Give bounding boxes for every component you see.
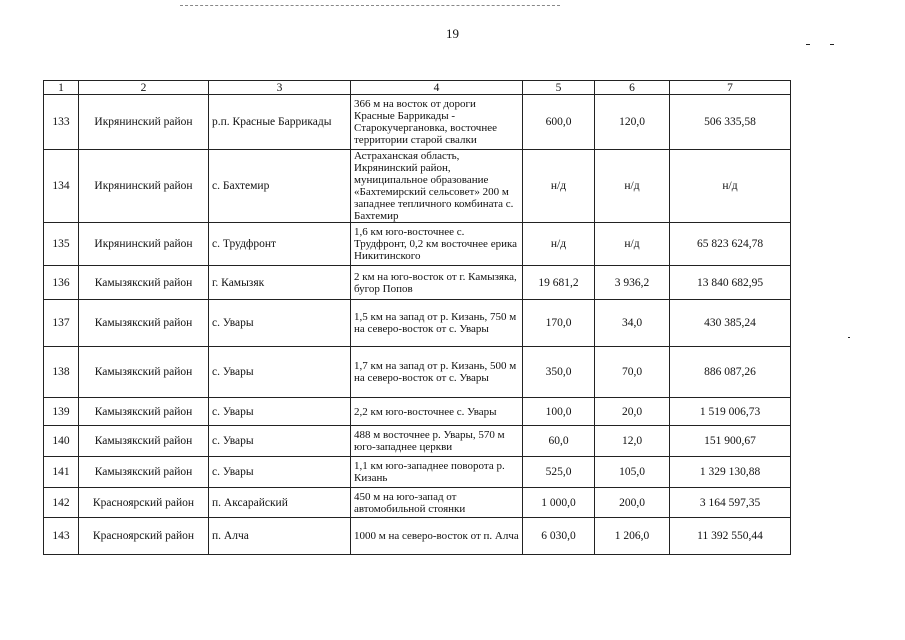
col6-cell: 120,0 <box>595 95 670 150</box>
col7-cell: 886 087,26 <box>670 347 791 398</box>
col7-cell: 13 840 682,95 <box>670 266 791 300</box>
col7-cell: 11 392 550,44 <box>670 518 791 555</box>
location-cell: 1,7 км на запад от р. Кизань, 500 м на северо-восток от с. Увары <box>351 347 523 398</box>
col6-cell: 200,0 <box>595 488 670 518</box>
scan-speck <box>830 44 834 45</box>
header-col-6: 6 <box>595 81 670 95</box>
district-cell: Икрянинский район <box>79 95 209 150</box>
col5-cell: 19 681,2 <box>523 266 595 300</box>
district-cell: Камызякский район <box>79 266 209 300</box>
table-row <box>44 488 791 518</box>
row-number: 133 <box>44 95 79 150</box>
table-row <box>44 347 791 398</box>
scan-speck <box>848 337 850 338</box>
header-col-5: 5 <box>523 81 595 95</box>
location-cell: 1,6 км юго-восточнее с. Трудфронт, 0,2 км восточнее ерика Никитинского <box>351 223 523 266</box>
district-cell: Камызякский район <box>79 300 209 347</box>
location-cell: 1000 м на северо-восток от п. Алча <box>351 518 523 555</box>
table-row <box>44 426 791 457</box>
location-cell: 450 м на юго-запад от автомобильной стоянки <box>351 488 523 518</box>
table-row <box>44 398 791 426</box>
location-cell: 488 м восточнее р. Увары, 570 м юго-западнее церкви <box>351 426 523 457</box>
table-header <box>44 81 791 95</box>
col5-cell: 1 000,0 <box>523 488 595 518</box>
col5-cell: 60,0 <box>523 426 595 457</box>
table-row <box>44 266 791 300</box>
table-row <box>44 300 791 347</box>
header-row <box>44 81 791 95</box>
scan-speck <box>806 44 810 45</box>
location-cell: 366 м на восток от дороги Красные Баррикады - Старокучергановка, восточнее территории старой свалки <box>351 95 523 150</box>
row-number: 142 <box>44 488 79 518</box>
col6-cell: 20,0 <box>595 398 670 426</box>
district-cell: Красноярский район <box>79 518 209 555</box>
col7-cell: 506 335,58 <box>670 95 791 150</box>
col6-cell: 3 936,2 <box>595 266 670 300</box>
row-number: 137 <box>44 300 79 347</box>
header-col-4: 4 <box>351 81 523 95</box>
district-cell: Красноярский район <box>79 488 209 518</box>
waste-sites-table <box>43 80 791 555</box>
row-number: 143 <box>44 518 79 555</box>
location-cell: 2,2 км юго-восточнее с. Увары <box>351 398 523 426</box>
page-number: 19 <box>446 26 459 41</box>
location-cell: 1,5 км на запад от р. Кизань, 750 м на северо-восток от с. Увары <box>351 300 523 347</box>
col5-cell: 170,0 <box>523 300 595 347</box>
col5-cell: 350,0 <box>523 347 595 398</box>
col7-cell: 430 385,24 <box>670 300 791 347</box>
district-cell: Камызякский район <box>79 457 209 488</box>
scan-top-rule <box>180 5 560 6</box>
table-body <box>44 95 791 555</box>
row-number: 134 <box>44 150 79 223</box>
header-col-1: 1 <box>44 81 79 95</box>
col7-cell: 151 900,67 <box>670 426 791 457</box>
table-row <box>44 95 791 150</box>
district-cell: Икрянинский район <box>79 223 209 266</box>
district-cell: Камызякский район <box>79 426 209 457</box>
settlement-cell: п. Аксарайский <box>209 488 351 518</box>
table-row <box>44 150 791 223</box>
settlement-cell: с. Бахтемир <box>209 150 351 223</box>
col7-cell: 65 823 624,78 <box>670 223 791 266</box>
row-number: 138 <box>44 347 79 398</box>
col7-cell: 1 329 130,88 <box>670 457 791 488</box>
settlement-cell: п. Алча <box>209 518 351 555</box>
district-cell: Икрянинский район <box>79 150 209 223</box>
header-col-3: 3 <box>209 81 351 95</box>
settlement-cell: с. Увары <box>209 347 351 398</box>
settlement-cell: с. Увары <box>209 426 351 457</box>
table-row <box>44 223 791 266</box>
settlement-cell: г. Камызяк <box>209 266 351 300</box>
location-cell: Астраханская область, Икрянинский район, муниципальное образование «Бахтемирский сельсовет» 200 м западнее тепличного комбината с. Бахтемир <box>351 150 523 223</box>
location-cell: 2 км на юго-восток от г. Камызяка, бугор Попов <box>351 266 523 300</box>
col7-cell: 3 164 597,35 <box>670 488 791 518</box>
col6-cell: н/д <box>595 150 670 223</box>
col6-cell: 70,0 <box>595 347 670 398</box>
col7-cell: н/д <box>670 150 791 223</box>
row-number: 135 <box>44 223 79 266</box>
settlement-cell: р.п. Красные Баррикады <box>209 95 351 150</box>
col7-cell: 1 519 006,73 <box>670 398 791 426</box>
header-col-2: 2 <box>79 81 209 95</box>
settlement-cell: с. Трудфронт <box>209 223 351 266</box>
settlement-cell: с. Увары <box>209 398 351 426</box>
row-number: 140 <box>44 426 79 457</box>
col5-cell: н/д <box>523 223 595 266</box>
col5-cell: 6 030,0 <box>523 518 595 555</box>
col6-cell: 105,0 <box>595 457 670 488</box>
col6-cell: 34,0 <box>595 300 670 347</box>
row-number: 136 <box>44 266 79 300</box>
location-cell: 1,1 км юго-западнее поворота р. Кизань <box>351 457 523 488</box>
col6-cell: 12,0 <box>595 426 670 457</box>
col6-cell: 1 206,0 <box>595 518 670 555</box>
settlement-cell: с. Увары <box>209 300 351 347</box>
col5-cell: 600,0 <box>523 95 595 150</box>
col6-cell: н/д <box>595 223 670 266</box>
table-row <box>44 457 791 488</box>
table-row <box>44 518 791 555</box>
district-cell: Камызякский район <box>79 347 209 398</box>
col5-cell: н/д <box>523 150 595 223</box>
col5-cell: 100,0 <box>523 398 595 426</box>
district-cell: Камызякский район <box>79 398 209 426</box>
settlement-cell: с. Увары <box>209 457 351 488</box>
row-number: 139 <box>44 398 79 426</box>
col5-cell: 525,0 <box>523 457 595 488</box>
header-col-7: 7 <box>670 81 791 95</box>
row-number: 141 <box>44 457 79 488</box>
